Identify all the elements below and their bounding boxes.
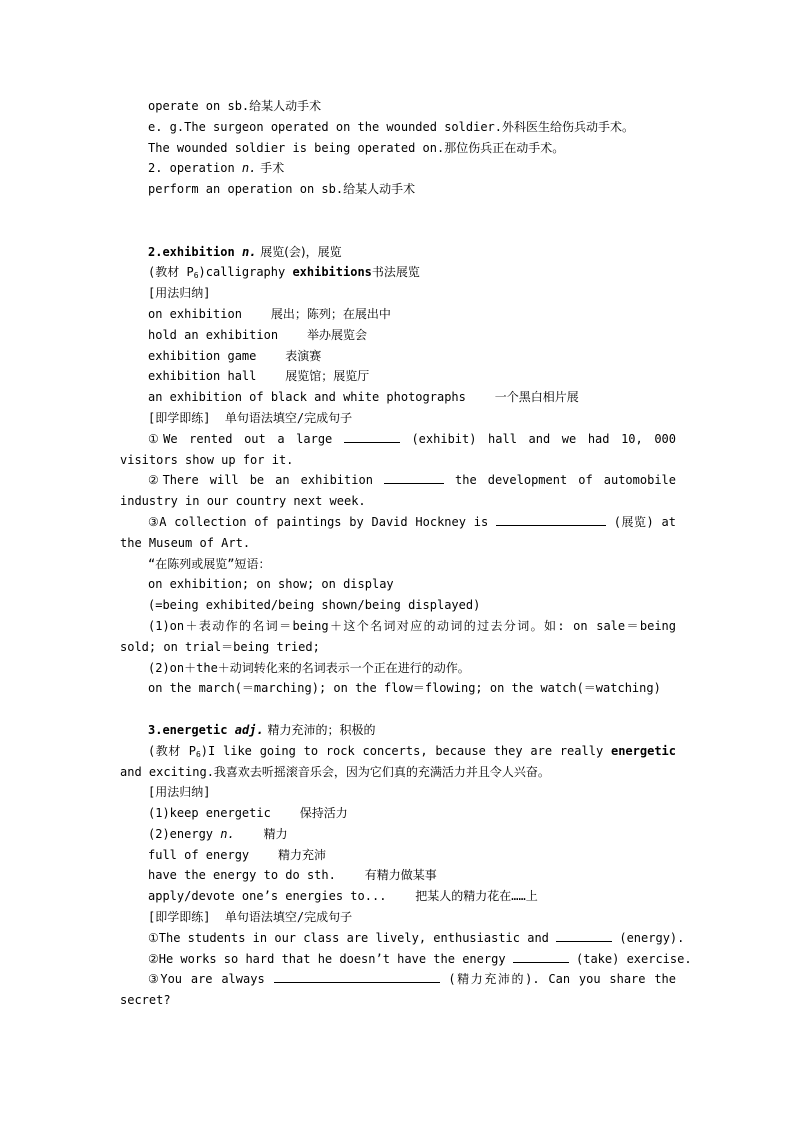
- document-page: [120, 96, 692, 1011]
- answer-blank[interactable]: [384, 472, 444, 484]
- note-item: (2)on＋the＋动词转化来的名词表示一个正在进行的动作。: [148, 660, 470, 675]
- usage-item: have the energy to do sth. 有精力做某事: [148, 868, 437, 883]
- note-item: on the march(＝marching); on the flow＝flowing; on the watch(＝watching): [148, 681, 661, 696]
- textbook-source: (教材 $P_6)calligraphy$ exhibitions书法展览: [148, 265, 420, 281]
- exercise-question: ②There will be an exhibition the development of automobile industry in our country next week.: [120, 473, 676, 509]
- entry-heading-energetic: 3.energetic adj. 精力充沛的；积极的: [148, 722, 376, 737]
- usage-title: [用法归纳]: [148, 785, 211, 800]
- usage-title: [用法归纳]: [148, 286, 211, 301]
- usage-item: full of energy 精力充沛: [148, 847, 327, 862]
- example-sentence: The wounded soldier is being operated on.那位伤兵正在动手术。: [148, 140, 565, 155]
- exercise-question: ①The students in our class are lively, enthusiastic and (energy).: [148, 930, 685, 945]
- phrase-perform-operation: perform an operation on sb.给某人动手术: [148, 182, 416, 197]
- practice-title: [即学即练] 单句语法填空/完成句子: [148, 910, 353, 925]
- word-operation: 2. operation n. 手术: [148, 161, 285, 176]
- usage-item: exhibition hall 展览馆；展览厅: [148, 369, 370, 384]
- note-item: (=being exhibited/being shown/being displayed): [148, 598, 481, 613]
- exercise-question: ①We rented out a large (exhibit) hall and we had 10, 000 visitors show up for it.: [120, 431, 677, 467]
- answer-blank[interactable]: [496, 514, 606, 526]
- exercise-question: ②He works so hard that he doesn’t have the energy (take) exercise.: [148, 951, 692, 966]
- answer-blank[interactable]: [274, 971, 440, 983]
- example-sentence: e. g.The surgeon operated on the wounded soldier.外科医生给伤兵动手术。: [148, 119, 635, 134]
- textbook-source: (教材 $P_6)I$ like going to rock concerts, because they are really energetic and exciting.我喜欢去听摇滚音乐会，因为它们真的充满活力并且令人兴奋。: [120, 743, 676, 779]
- exercise-question: ③You are always (精力充沛的). Can you share the secret?: [120, 972, 676, 1008]
- note-title: “在陈列或展览”短语：: [148, 556, 271, 571]
- usage-item: hold an exhibition 举办展览会: [148, 327, 367, 342]
- practice-title: [即学即练] 单句语法填空/完成句子: [148, 410, 353, 425]
- answer-blank[interactable]: [513, 951, 569, 963]
- answer-blank[interactable]: [556, 930, 612, 942]
- phrase-operate-on: operate on sb.给某人动手术: [148, 99, 322, 113]
- usage-item: (2)energy n. 精力: [148, 826, 288, 841]
- note-item: (1)on＋表动作的名词＝being＋这个名词对应的动词的过去分词。如: on sale＝being sold; on trial＝being tried;: [120, 618, 676, 654]
- usage-item: an exhibition of black and white photographs 一个黑白相片展: [148, 390, 579, 405]
- answer-blank[interactable]: [344, 431, 400, 443]
- exercise-question: ③A collection of paintings by David Hockney is (展览) at the Museum of Art.: [120, 514, 676, 550]
- usage-item: on exhibition 展出；陈列；在展出中: [148, 306, 391, 321]
- usage-item: (1)keep energetic 保持活力: [148, 806, 348, 821]
- usage-item: exhibition game 表演赛: [148, 348, 322, 363]
- note-item: on exhibition; on show; on display: [148, 577, 394, 592]
- entry-heading-exhibition: 2.exhibition n. 展览(会)，展览: [148, 244, 342, 259]
- usage-item: apply/devote one’s energies to... 把某人的精力花在……上: [148, 889, 538, 904]
